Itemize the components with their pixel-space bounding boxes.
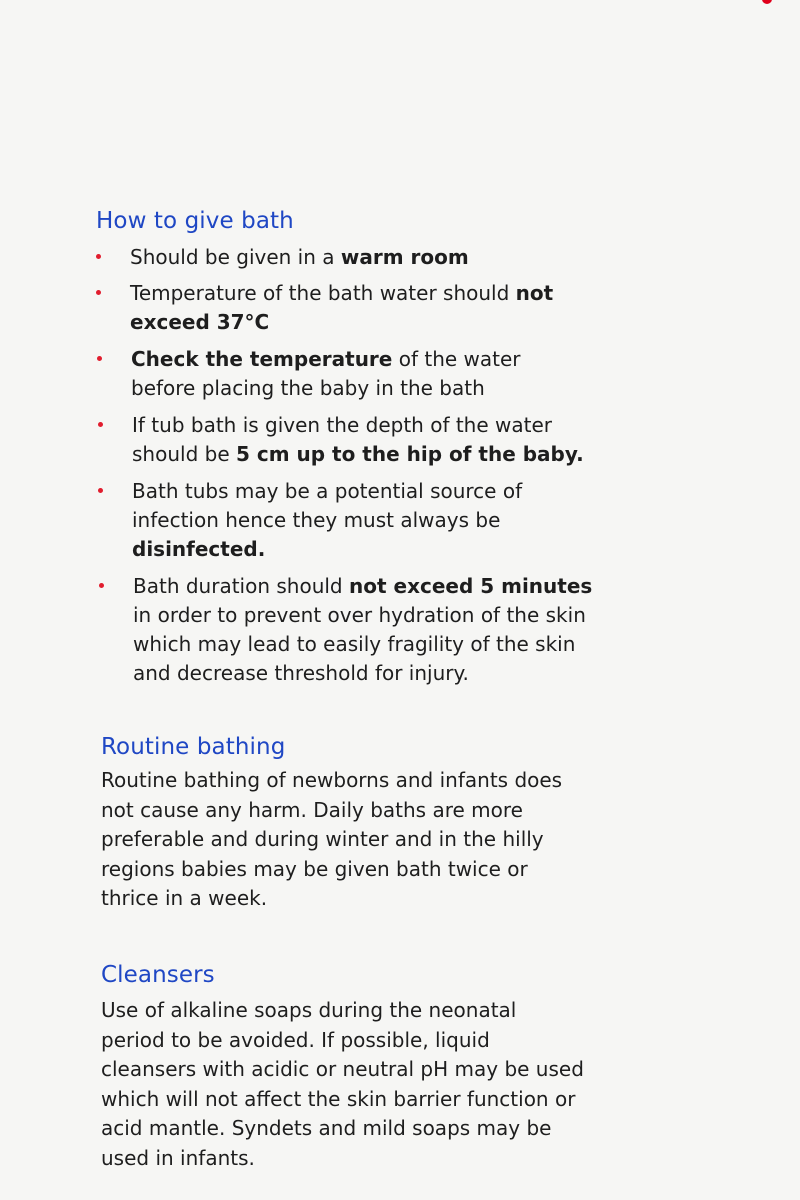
item-text: Should be given in a bbox=[130, 245, 341, 269]
cleansers-paragraph: Use of alkaline soaps during the neonatal period to be avoided. If possible, liquid cleansers with acidic or neutral pH may be used which will not affect the skin barrier function or acid mantle. Syndets and mild soaps may be used in infants. bbox=[101, 998, 584, 1170]
list-item bbox=[98, 411, 592, 469]
item-emphasis: not exceed 5 minutes bbox=[349, 574, 593, 598]
list-item bbox=[98, 477, 552, 564]
item-emphasis: not exceed 37°C bbox=[130, 281, 554, 334]
item-emphasis: disinfected. bbox=[132, 537, 266, 561]
list-item bbox=[96, 243, 600, 272]
bullet-icon bbox=[97, 356, 102, 361]
list-item bbox=[96, 279, 570, 337]
bath-section bbox=[0, 208, 800, 688]
item-text-tail: in order to prevent over hydration of the skin which may lead to easily fragility of the skin and decrease threshold for injury. bbox=[133, 603, 586, 685]
bullet-icon bbox=[96, 290, 101, 295]
cleansers-section bbox=[0, 962, 800, 1173]
list-item bbox=[97, 345, 581, 403]
routine-paragraph: Routine bathing of newborns and infants does not cause any harm. Daily baths are more preferable and during winter and in the hilly regions babies may be given bath twice or thrice in a week. bbox=[101, 768, 563, 910]
bullet-icon bbox=[96, 254, 101, 259]
item-emphasis: Check the temperature bbox=[131, 347, 393, 371]
item-text: If tub bath is given the depth of the water should be bbox=[132, 413, 552, 466]
routine-section bbox=[0, 734, 800, 914]
bullet-icon bbox=[98, 488, 103, 493]
item-emphasis: warm room bbox=[340, 245, 469, 269]
item-text: Bath duration should bbox=[133, 574, 349, 598]
bullet-icon bbox=[98, 422, 103, 427]
routine-heading: Routine bathing bbox=[101, 734, 286, 760]
list-item bbox=[99, 572, 603, 688]
cleansers-heading: Cleansers bbox=[101, 962, 215, 988]
bath-tips-list bbox=[0, 243, 800, 688]
item-emphasis: 5 cm up to the hip of the baby. bbox=[235, 442, 584, 466]
bath-heading: How to give bath bbox=[96, 208, 294, 234]
bullet-icon bbox=[99, 583, 104, 588]
item-text-tail: of the water before placing the baby in the bath bbox=[131, 347, 521, 400]
item-text: Bath tubs may be a potential source of infection hence they must always be bbox=[132, 479, 523, 532]
item-text: Temperature of the bath water should bbox=[130, 281, 516, 305]
corner-accent-mark bbox=[762, 0, 772, 4]
